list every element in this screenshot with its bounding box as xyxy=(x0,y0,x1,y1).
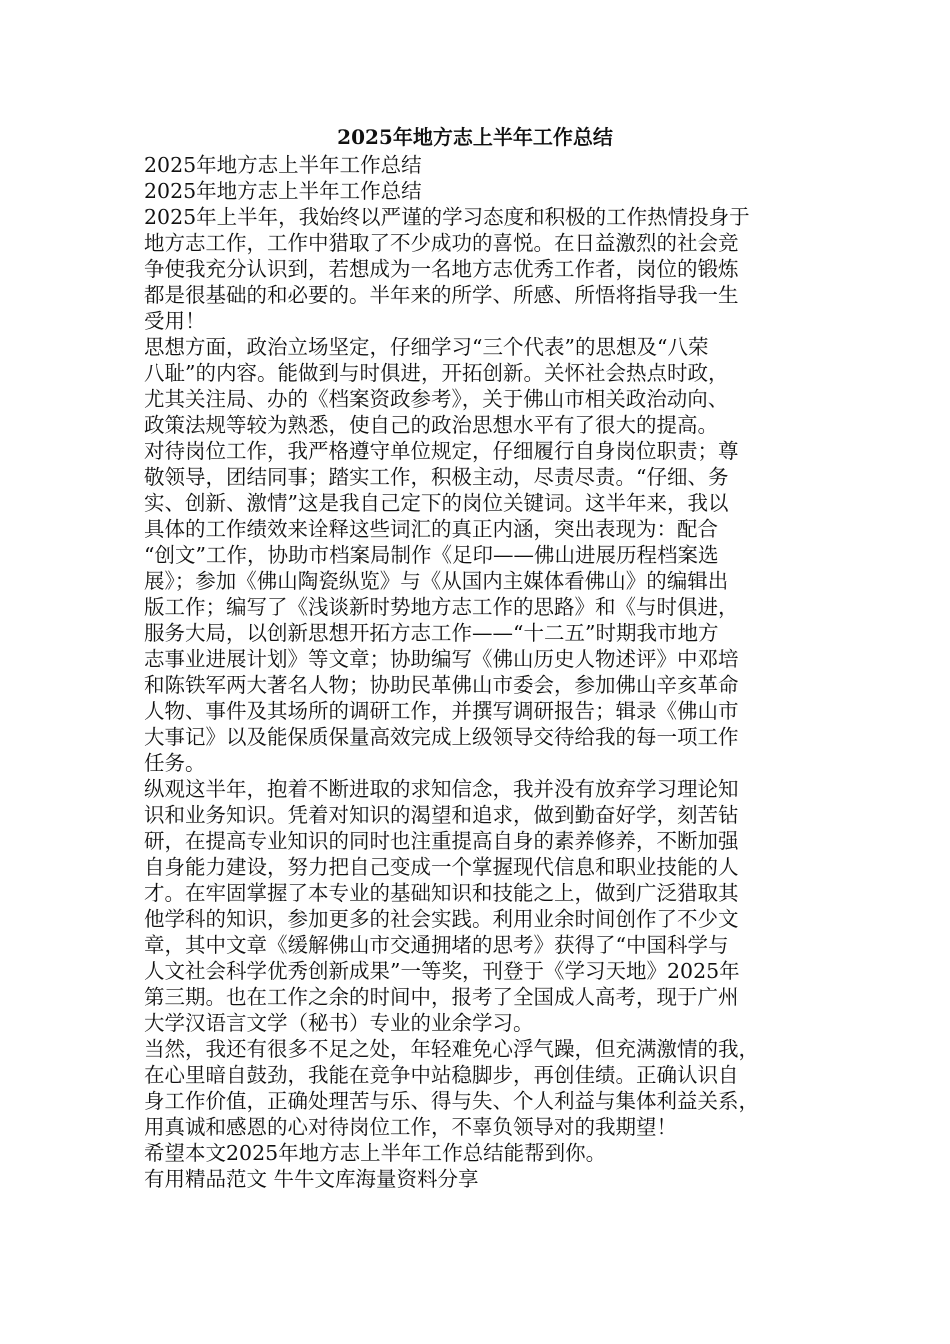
text-line: 思想方面，政治立场坚定，仔细学习“三个代表”的思想及“八荣 xyxy=(144,335,709,359)
document-title: 2025年地方志上半年工作总结 xyxy=(337,125,613,149)
text-line: 研，在提高专业知识的同时也注重提高自身的素养修养，不断加强 xyxy=(144,829,739,853)
text-line: “创文”工作，协助市档案局制作《足印——佛山进展历程档案选 xyxy=(144,543,719,567)
text-line: 志事业进展计划》等文章；协助编写《佛山历史人物述评》中邓培 xyxy=(144,647,739,671)
text-line: 敬领导，团结同事；踏实工作，积极主动，尽责尽责。“仔细、务 xyxy=(144,465,729,489)
text-line: 才。在牢固掌握了本专业的基础知识和技能之上，做到广泛猎取其 xyxy=(144,881,739,905)
text-line: 大事记》以及能保质保量高效完成上级领导交待给我的每一项工作 xyxy=(144,725,739,749)
text-line: 身工作价值，正确处理苦与乐、得与失、个人利益与集体利益关系， xyxy=(144,1089,759,1113)
text-line: 地方志工作，工作中猎取了不少成功的喜悦。在日益激烈的社会竞 xyxy=(144,231,739,255)
text-line: 2025年地方志上半年工作总结 xyxy=(144,153,422,177)
text-line: 希望本文2025年地方志上半年工作总结能帮到你。 xyxy=(144,1141,607,1165)
text-line: 自身能力建设，努力把自己变成一个掌握现代信息和职业技能的人 xyxy=(144,855,739,879)
text-line: 版工作；编写了《浅谈新时势地方志工作的思路》和《与时俱进， xyxy=(144,595,739,619)
text-line: 实、创新、激情”这是我自己定下的岗位关键词。这半年来，我以 xyxy=(144,491,729,515)
text-line: 争使我充分认识到，若想成为一名地方志优秀工作者，岗位的锻炼 xyxy=(144,257,739,281)
text-line: 用真诚和感恩的心对待岗位工作，不辜负领导对的我期望！ xyxy=(144,1115,677,1139)
text-line: 八耻”的内容。能做到与时俱进，开拓创新。关怀社会热点时政， xyxy=(144,361,729,385)
document-body xyxy=(144,152,806,1192)
text-line: 有用精品范文 牛牛文库海量资料分享 xyxy=(144,1167,479,1191)
text-line: 任务。 xyxy=(144,751,206,775)
text-line: 受用！ xyxy=(144,309,206,333)
text-line: 人文社会科学优秀创新成果”一等奖，刊登于《学习天地》2025年 xyxy=(144,959,740,983)
text-line: 第三期。也在工作之余的时间中，报考了全国成人高考，现于广州 xyxy=(144,985,739,1009)
document-page xyxy=(144,122,806,1192)
text-line: 具体的工作绩效来诠释这些词汇的真正内涵，突出表现为：配合 xyxy=(144,517,718,541)
text-line: 在心里暗自鼓劲，我能在竞争中站稳脚步，再创佳绩。正确认识自 xyxy=(144,1063,739,1087)
text-line: 政策法规等较为熟悉，使自己的政治思想水平有了很大的提高。 xyxy=(144,413,718,437)
text-line: 2025年地方志上半年工作总结 xyxy=(144,179,422,203)
text-line: 对待岗位工作，我严格遵守单位规定，仔细履行自身岗位职责；尊 xyxy=(144,439,739,463)
text-line: 都是很基础的和必要的。半年来的所学、所感、所悟将指导我一生 xyxy=(144,283,739,307)
text-line: 纵观这半年，抱着不断进取的求知信念，我并没有放弃学习理论知 xyxy=(144,777,739,801)
text-line: 大学汉语言文学（秘书）专业的业余学习。 xyxy=(144,1011,534,1035)
text-line: 识和业务知识。凭着对知识的渴望和追求，做到勤奋好学，刻苦钻 xyxy=(144,803,739,827)
text-line: 和陈铁军两大著名人物；协助民革佛山市委会，参加佛山辛亥革命 xyxy=(144,673,739,697)
text-line: 展》；参加《佛山陶瓷纵览》与《从国内主媒体看佛山》的编辑出 xyxy=(144,569,729,593)
text-line: 服务大局，以创新思想开拓方志工作——“十二五”时期我市地方 xyxy=(144,621,719,645)
text-line: 章，其中文章《缓解佛山市交通拥堵的思考》获得了“中国科学与 xyxy=(144,933,729,957)
text-line: 人物、事件及其场所的调研工作，并撰写调研报告；辑录《佛山市 xyxy=(144,699,739,723)
text-line: 2025年上半年，我始终以严谨的学习态度和积极的工作热情投身于 xyxy=(144,205,750,229)
text-line: 当然，我还有很多不足之处，年轻难免心浮气躁，但充满激情的我， xyxy=(144,1037,759,1061)
text-line: 尤其关注局、办的《档案资政参考》，关于佛山市相关政治动向、 xyxy=(144,387,729,411)
text-line: 他学科的知识，参加更多的社会实践。利用业余时间创作了不少文 xyxy=(144,907,739,931)
